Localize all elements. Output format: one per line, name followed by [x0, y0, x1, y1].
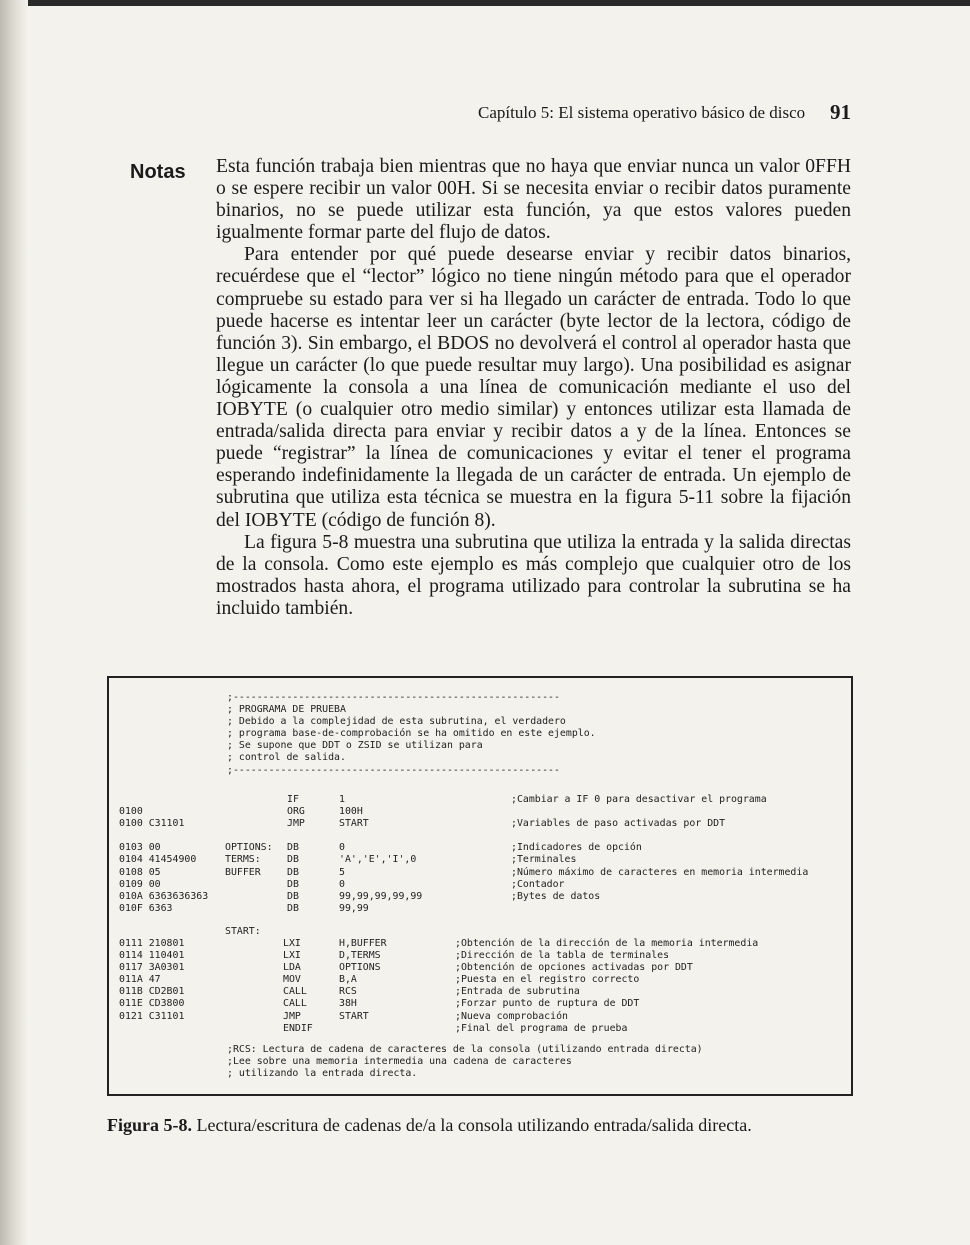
figure-caption-text: Lectura/escritura de cadenas de/a la consola utilizando entrada/salida directa.: [196, 1115, 752, 1135]
page-number: 91: [830, 100, 851, 124]
code-labels: OPTIONS: TERMS: BUFFER: [225, 842, 273, 878]
paragraph: La figura 5-8 muestra una subrutina que utiliza la entrada y la salida directas de la consola. Como este ejemplo es más complejo que cualquier otro de los mostrados hasta ahora, el programa utilizado para controlar la subrutina se ha incluido también.: [216, 531, 851, 619]
page-binding-shadow: [0, 0, 28, 1245]
code-footer-comment: ;RCS: Lectura de cadena de caracteres de la consola (utilizando entrada directa) ;Lee sobre una memoria intermedia una cadena de caracteres ; utilizando la entrada directa.: [227, 1044, 703, 1080]
code-opcodes: IF ORG JMP DB DB DB DB DB DB: [287, 794, 305, 914]
body-text: [216, 156, 851, 620]
code-comments: ;Cambiar a IF 0 para desactivar el programa ;Variables de paso activadas por DDT ;Indicadores de opción ;Terminales ;Número máximo de caracteres en memoria intermedia ;Contador ;Bytes de datos: [511, 794, 809, 902]
code-comments: ;Obtención de la dirección de la memoria intermedia ;Dirección de la tabla de terminales ;Obtención de opciones activadas por DDT ;Puesta en el registro correcto ;Entrada de subrutina ;Forzar punto de ruptura de DDT ;Nueva comprobación ;Final del programa de prueba: [455, 938, 759, 1034]
code-opcodes: LXI LXI LDA MOV CALL CALL JMP ENDIF: [283, 938, 313, 1034]
figure-caption-label: Figura 5-8.: [107, 1115, 192, 1135]
code-header-comment: ;------------------------------------------------------- ; PROGRAMA DE PRUEBA ; Debido a la complejidad de esta subrutina, el verdadero ; programa base-de-comprobación se ha omitido en este ejemplo. ; Se supone que DDT o ZSID se utilizan para ; control de salida. ;-------------------------------------------------------: [227, 692, 596, 776]
paragraph: Esta función trabaja bien mientras que no haya que enviar nunca un valor 0FFH o se espere recibir un valor 00H. Si se necesita enviar o recibir datos puramente binarios, no se puede utilizar esta función, ya que estos valores pueden igualmente formar parte del flujo de datos.: [216, 156, 851, 244]
figure-caption: [107, 1115, 752, 1136]
scan-top-edge: [0, 0, 970, 6]
code-operands: 1 100H START 0 'A','E','I',0 5 0 99,99,99,99,99 99,99: [339, 794, 423, 914]
code-operands: H,BUFFER D,TERMS OPTIONS B,A RCS 38H START: [339, 938, 387, 1022]
code-addresses: 0100 0100 C31101 0103 00 0104 41454900 0108 05 0109 00 010A 6363636363 010F 6363: [119, 806, 209, 914]
code-start-label: START:: [225, 926, 261, 937]
running-head: Capítulo 5: El sistema operativo básico de disco: [478, 103, 806, 122]
paragraph: Para entender por qué puede desearse enviar y recibir datos binarios, recuérdese que el “lector” lógico no tiene ningún método para que el operador compruebe su estado para ver si ha llegado un carácter de entrada. Todo lo que puede hacerse es intentar leer un carácter (byte lector de la lectora, código de función 3). Sin embargo, el BDOS no devolverá el control al operador hasta que llegue un carácter (lo que puede resultar muy largo). Una posibilidad es asignar lógicamente la consola a una línea de comunicación mediante el uso del IOBYTE (o cualquier otro medio similar) y entonces utilizar esta llamada de entrada/salida directa para enviar y recibir datos a y de la línea. Entonces se puede “registrar” la línea de comunicaciones y evitar el tener el programa esperando indefinidamente la llegada de un carácter de entrada. Un ejemplo de subrutina que utiliza esta técnica se muestra en la figura 5-11 sobre la fijación del IOBYTE (código de función 8).: [216, 244, 851, 531]
code-addresses: 0111 210801 0114 110401 0117 3A0301 011A 47 011B CD2B01 011E CD3800 0121 C31101: [119, 938, 185, 1022]
margin-note-label: Notas: [130, 161, 186, 183]
code-listing-figure: [107, 676, 853, 1096]
